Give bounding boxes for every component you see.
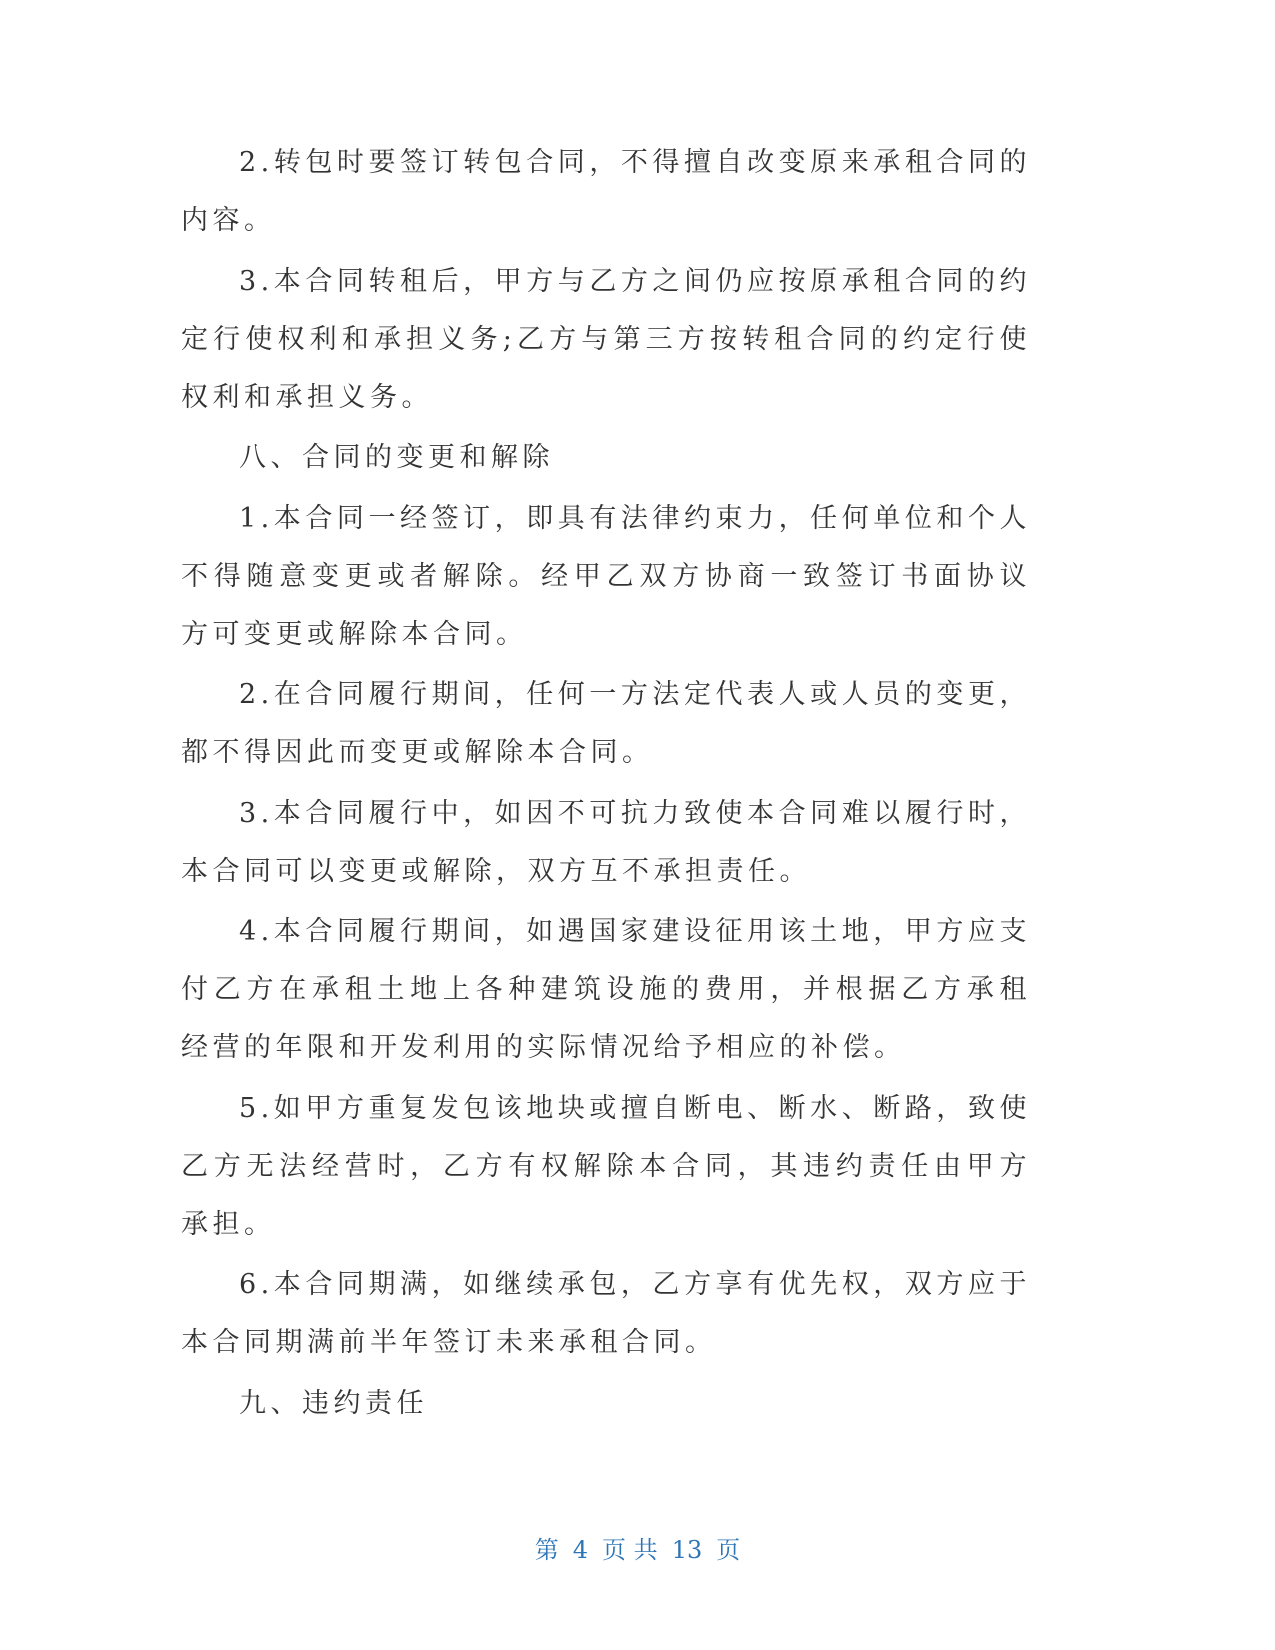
section-heading-change-termination: 八、合同的变更和解除 [239,442,554,473]
paragraph-land-requisition: 4.本合同履行期间，如遇国家建设征用该土地，甲方应支付乙方在承租土地上各种建筑设施的费用，并根据乙方承租经营的年限和开发利用的实际情况给予相应的补偿。 [181,916,1031,1063]
paragraph-force-majeure: 3.本合同履行中，如因不可抗力致使本合同难以履行时，本合同可以变更或解除，双方互不承担责任。 [181,797,1031,887]
footer-prefix: 第 [534,1536,559,1564]
paragraph-sublease-contract: 2.转包时要签订转包合同，不得擅自改变原来承租合同的内容。 [181,147,1031,236]
footer-suffix: 页 [716,1536,741,1564]
document-body [181,134,1031,1435]
footer-current-page: 4 [572,1536,589,1564]
paragraph-sublease-rights: 3.本合同转租后，甲方与乙方之间仍应按原承租合同的约定行使权利和承担义务;乙方与第三方按转租合同的约定行使权利和承担义务。 [181,265,1031,413]
footer-total-pages: 13 [671,1536,703,1564]
paragraph-legal-binding: 1.本合同一经签订，即具有法律约束力，任何单位和个人不得随意变更或者解除。经甲乙双方协商一致签订书面协议方可变更或解除本合同。 [181,502,1031,650]
footer-middle: 页 共 [602,1536,658,1564]
page-footer [0,1534,1275,1566]
paragraph-renewal-priority: 6.本合同期满，如继续承包，乙方享有优先权，双方应于本合同期满前半年签订未来承租合同。 [181,1269,1031,1358]
section-heading-liability: 九、违约责任 [239,1387,428,1419]
paragraph-duplicate-contract: 5.如甲方重复发包该地块或擅自断电、断水、断路，致使乙方无法经营时，乙方有权解除本合同，其违约责任由甲方承担。 [181,1092,1031,1240]
paragraph-representative-change: 2.在合同履行期间，任何一方法定代表人或人员的变更，都不得因此而变更或解除本合同。 [181,679,1031,768]
